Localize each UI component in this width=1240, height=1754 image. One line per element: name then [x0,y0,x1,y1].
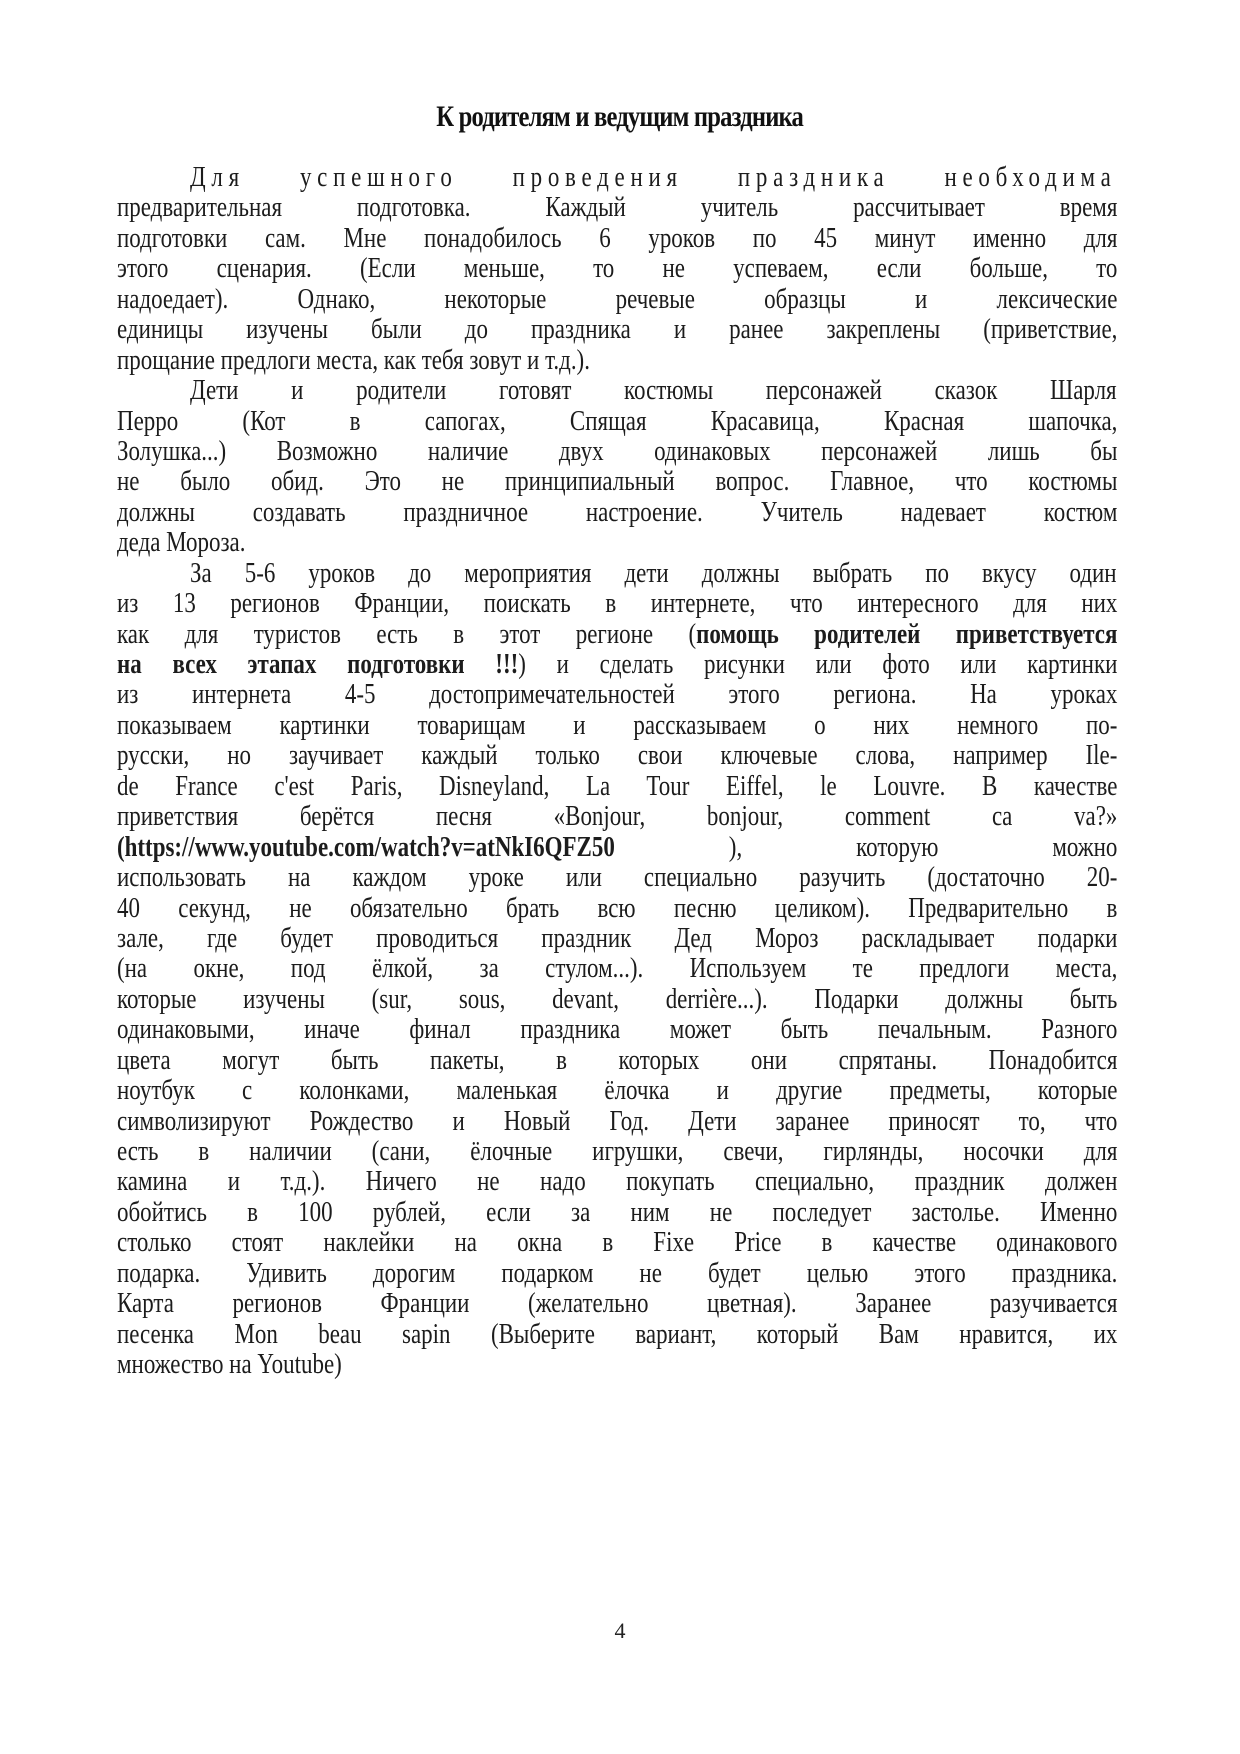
text-line: прощание предлоги места, как тебя зовут и т.д.). [117,344,590,376]
text-line: Дети и родители готовят костюмы персонажей сказок Шарля [190,375,1117,407]
paragraph-costumes [117,376,1118,559]
text-line: не было обид. Это не принципиальный вопрос. Главное, что костюмы [117,466,1118,498]
text-line: множество на Youtube) [117,1349,342,1381]
text-line: Карта регионов Франции (желательно цветная). Заранее разучивается [117,1288,1118,1320]
paragraph-regions [117,559,1118,1381]
text-line: Перро (Кот в сапогах, Спящая Красавица, Красная шапочка, [117,405,1118,437]
document-body [117,163,1118,1381]
text-line: единицы изучены были до праздника и ранее закреплены (приветствие, [117,314,1118,346]
youtube-link[interactable]: (https://www.youtube.com/watch?v=atNkI6QFZ50 [117,831,615,863]
text-line: на всех этапах подготовки !!!) и сделать рисунки или фото или картинки [117,649,1118,680]
text-line: из 13 регионов Франции, поискать в интернете, что интересного для них [117,588,1118,620]
text-line: подготовки сам. Мне понадобилось 6 уроков по 45 минут именно для [117,222,1118,254]
text-line: Золушка...) Возможно наличие двух одинаковых персонажей лишь бы [117,435,1118,467]
page-title: К родителям и ведущим праздника [436,100,804,133]
page-number: 4 [614,1618,626,1643]
text-line: этого сценария. (Если меньше, то не успеваем, если больше, то [117,253,1118,285]
text-line: подарка. Удивить дорогим подарком не будет целью этого праздника. [117,1257,1118,1289]
text-line: символизируют Рождество и Новый Год. Дети заранее приносят то, что [117,1105,1118,1137]
text-line: приветствия берётся песня «Bonjour, bonjour, comment ca va?» [117,801,1118,833]
text-line: использовать на каждом уроке или специально разучить (достаточно 20- [117,862,1118,894]
text-line: одинаковыми, иначе финал праздника может быть печальным. Разного [117,1014,1118,1046]
text-line: ноутбук с колонками, маленькая ёлочка и другие предметы, которые [117,1075,1118,1107]
paragraph-preparation [117,163,1118,376]
emphasis-parents-help: помощь родителей приветствуется [696,618,1118,650]
text-line: обойтись в 100 рублей, если за ним не последует застолье. Именно [117,1196,1118,1228]
text-line: песенка Mon beau sapin (Выберите вариант, который Вам нравится, их [117,1318,1118,1350]
text-line: русски, но заучивает каждый только свои ключевые слова, например Ile- [117,740,1118,772]
text-line: зале, где будет проводиться праздник Дед Мороз раскладывает подарки [117,922,1118,954]
text-line: показываем картинки товарищам и рассказываем о них немного по- [117,709,1118,741]
text-line: столько стоят наклейки на окна в Fixe Price в качестве одинакового [117,1227,1118,1259]
text-line: (на окне, под ёлкой, за стулом...). Используем те предлоги места, [117,953,1118,985]
text-line: de France c'est Paris, Disneyland, La Tour Eiffel, le Louvre. В качестве [117,770,1118,802]
text-line: которые изучены (sur, sous, devant, derrière...). Подарки должны быть [117,983,1118,1015]
emphasis-all-stages: на всех этапах подготовки !!! [117,649,519,680]
text-line: камина и т.д.). Ничего не надо покупать специально, праздник должен [117,1166,1118,1198]
text-line: как для туристов есть в этот регионе (помощь родителей приветствуется [117,618,1118,650]
text-line: из интернета 4-5 достопримечательностей этого региона. На уроках [117,679,1118,711]
text-line: есть в наличии (сани, ёлочные игрушки, свечи, гирлянды, носочки для [117,1136,1118,1167]
text-line: 40 секунд, не обязательно брать всю песню целиком). Предварительно в [117,892,1118,924]
text-line: деда Мороза. [117,527,246,559]
text-line: (https://www.youtube.com/watch?v=atNkI6QFZ50 ), которую можно [117,831,1118,863]
text-line: надоедает). Однако, некоторые речевые образцы и лексические [117,283,1118,315]
text-line: Для успешного проведения праздника необходима [190,162,1117,193]
text-line: цвета могут быть пакеты, в которых они спрятаны. Понадобится [117,1044,1118,1076]
text-line: За 5-6 уроков до мероприятия дети должны выбрать по вкусу один [190,557,1117,589]
text-line: должны создавать праздничное настроение. Учитель надевает костюм [117,496,1118,528]
text-line: предварительная подготовка. Каждый учитель рассчитывает время [117,192,1118,224]
